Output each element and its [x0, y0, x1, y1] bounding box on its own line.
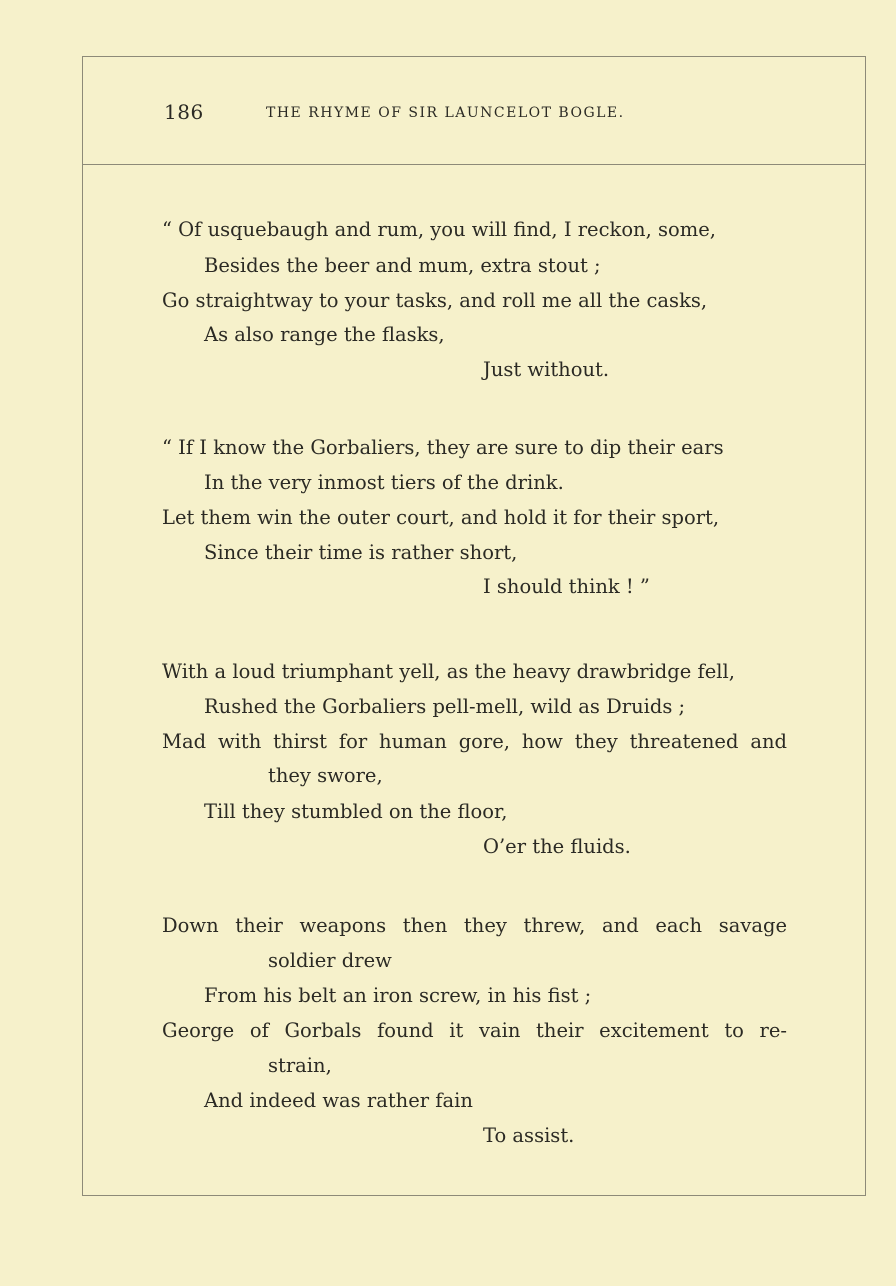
stanza-1-line-3: Go straightway to your tasks, and roll me all the casks, — [162, 289, 708, 312]
stanza-3-line-6: O’er the fluids. — [483, 835, 631, 858]
stanza-4-line-1: Down their weapons then they threw, and each savage — [162, 914, 787, 937]
stanza-3-line-4: they swore, — [268, 764, 383, 787]
stanza-4-line-3: From his belt an iron screw, in his fist ; — [204, 984, 592, 1007]
stanza-2-line-3: Let them win the outer court, and hold it for their sport, — [162, 506, 720, 529]
stanza-3-line-5: Till they stumbled on the floor, — [204, 800, 508, 823]
stanza-4-line-5: strain, — [268, 1054, 332, 1077]
running-title: THE RHYME OF SIR LAUNCELOT BOGLE. — [266, 105, 625, 121]
page-number: 186 — [164, 100, 204, 124]
stanza-3-line-3: Mad with thirst for human gore, how they threatened and — [162, 730, 787, 753]
stanza-1-line-4: As also range the flasks, — [204, 323, 445, 346]
stanza-2-line-5: I should think ! ” — [483, 575, 650, 598]
stanza-4-line-2: soldier drew — [268, 949, 392, 972]
stanza-4-line-7: To assist. — [483, 1124, 575, 1147]
stanza-4-line-4: George of Gorbals found it vain their excitement to re- — [162, 1019, 787, 1042]
stanza-2-line-2: In the very inmost tiers of the drink. — [204, 471, 564, 494]
stanza-1-line-1: “ Of usquebaugh and rum, you will find, I reckon, some, — [162, 218, 716, 241]
stanza-3-line-2: Rushed the Gorbaliers pell-mell, wild as Druids ; — [204, 695, 686, 718]
stanza-3-line-1: With a loud triumphant yell, as the heavy drawbridge fell, — [162, 660, 735, 683]
stanza-2-line-1: “ If I know the Gorbaliers, they are sure to dip their ears — [162, 436, 724, 459]
stanza-2-line-4: Since their time is rather short, — [204, 541, 518, 564]
stanza-1-line-5: Just without. — [483, 358, 610, 381]
stanza-1-line-2: Besides the beer and mum, extra stout ; — [204, 254, 601, 277]
stanza-4-line-6: And indeed was rather fain — [204, 1089, 473, 1112]
header-rule — [82, 164, 866, 165]
